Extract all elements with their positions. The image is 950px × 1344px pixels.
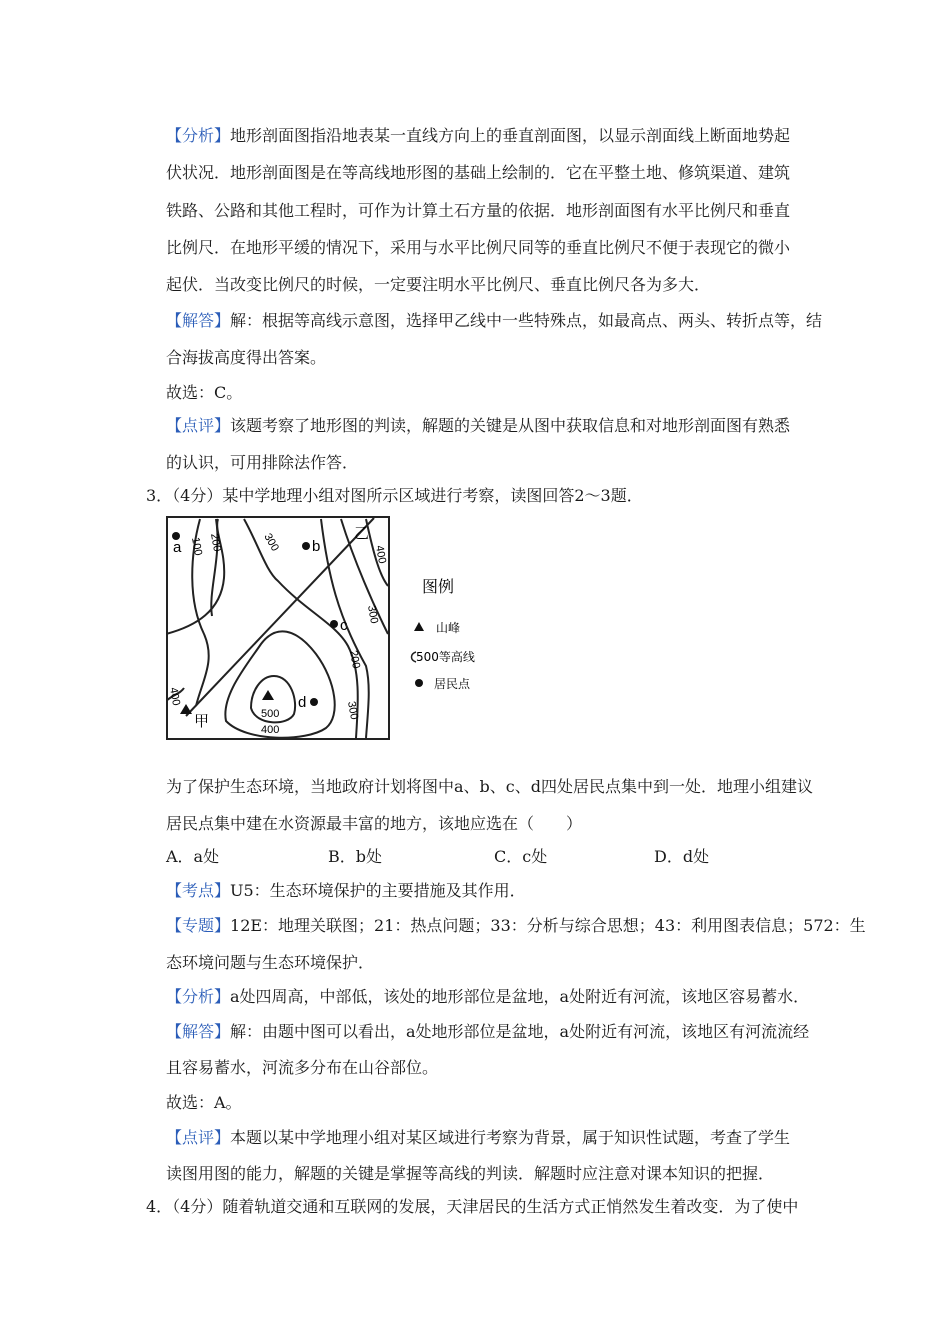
zhuanti-tag: 【专题】 — [166, 916, 231, 935]
contour-label-400a: 400 — [373, 544, 389, 565]
dianping-line-2: 读图用图的能力，解题的关键是掌握等高线的判读．解题时应注意对课本知识的把握． — [166, 1164, 775, 1183]
comment-tag: 【点评】 — [166, 416, 231, 435]
question-3-stem-1: 为了保护生态环境，当地政府计划将图中a、b、c、d四处居民点集中到一处．地理小组建议 — [166, 777, 813, 796]
option-a[interactable]: A．a处 — [166, 847, 220, 866]
contour-label-300c: 300 — [345, 700, 361, 721]
kaodian-tag: 【考点】 — [166, 881, 231, 900]
question-3-header: 3．（4分）某中学地理小组对图所示区域进行考察，读图回答2～3题． — [146, 486, 643, 505]
contour-label-200b: 200 — [347, 649, 363, 670]
dianping-line-1: 【点评】本题以某中学地理小组对某区域进行考察为背景，属于知识性试题，考查了学生 — [166, 1128, 791, 1147]
option-c[interactable]: C．c处 — [494, 847, 548, 866]
analysis-line-1: 【分析】地形剖面图指沿地表某一直线方向上的垂直剖面图，以显示剖面线上断面地势起 — [166, 126, 791, 145]
analysis-line-2: 伏状况．地形剖面图是在等高线地形图的基础上绘制的．它在平整土地、修筑渠道、建筑 — [166, 163, 791, 182]
legend-peak: 山峰 — [436, 621, 461, 635]
analysis-line-3: 铁路、公路和其他工程时，可作为计算土石方量的依据．地形剖面图有水平比例尺和垂直 — [166, 201, 791, 220]
option-b[interactable]: B．b处 — [328, 847, 383, 866]
legend-residence: 居民点 — [434, 677, 471, 691]
kaodian-line: 【考点】U5：生态环境保护的主要措施及其作用． — [166, 881, 526, 900]
zhuanti-line-1: 【专题】12E：地理关联图；21：热点问题；33：分析与综合思想；43：利用图表信息；572：生 — [166, 916, 866, 935]
contour-label-100: 100 — [189, 536, 205, 557]
analysis-line-4: 比例尺．在地形平缓的情况下，采用与水平比例尺同等的垂直比例尺不便于表现它的微小 — [166, 238, 791, 257]
point-d: d — [298, 694, 307, 711]
comment-line-2: 的认识，可用排除法作答． — [166, 453, 359, 472]
jieda-tag: 【解答】 — [166, 1022, 231, 1041]
dianping-tag: 【点评】 — [166, 1128, 231, 1147]
label-yi: 乙 — [354, 524, 370, 542]
question-3-stem-2: 居民点集中建在水资源最丰富的地方，该地应选在（ ） — [166, 814, 583, 833]
answer-choice-line: 故选：A。 — [166, 1093, 242, 1112]
zhuanti-line-2: 态环境问题与生态环境保护． — [166, 953, 375, 972]
answer-tag: 【解答】 — [166, 311, 231, 330]
answer-line-1: 【解答】解：根据等高线示意图，选择甲乙线中一些特殊点，如最高点、两头、转折点等，结 — [166, 311, 823, 330]
analysis-line-5: 起伏．当改变比例尺的时候，一定要注明水平比例尺、垂直比例尺各为多大． — [166, 275, 711, 294]
contour-label-400b: 400 — [167, 686, 183, 707]
contour-map — [166, 516, 496, 748]
choice-line: 故选：C。 — [166, 383, 243, 402]
contour-label-300a: 300 — [261, 531, 281, 554]
answer-line-2: 合海拔高度得出答案。 — [166, 348, 327, 367]
contour-label-500: 500 — [261, 708, 280, 720]
jieda-line-1: 【解答】解：由题中图可以看出，a处地形部位是盆地，a处附近有河流，该地区有河流流经 — [166, 1022, 810, 1041]
analysis-tag: 【分析】 — [166, 126, 231, 145]
contour-label-200a: 200 — [208, 532, 224, 553]
fenxi-line: 【分析】a处四周高，中部低，该处的地形部位是盆地，a处附近有河流，该地区容易蓄水． — [166, 987, 810, 1006]
comment-line-1: 【点评】该题考察了地形图的判读，解题的关键是从图中获取信息和对地形剖面图有熟悉 — [166, 416, 791, 435]
jieda-line-2: 且容易蓄水，河流多分布在山谷部位。 — [166, 1058, 439, 1077]
label-jia: 甲 — [194, 712, 210, 730]
contour-label-300b: 300 — [365, 604, 381, 625]
fenxi-tag: 【分析】 — [166, 987, 231, 1006]
legend-contour: 500等高线 — [416, 650, 475, 664]
point-c: c — [340, 617, 348, 634]
point-b: b — [312, 538, 321, 555]
legend-title: 图例 — [422, 577, 455, 596]
contour-label-400c: 400 — [261, 724, 280, 736]
question-4-header: 4．（4分）随着轨道交通和互联网的发展，天津居民的生活方式正悄然发生着改变．为了使中 — [146, 1197, 799, 1216]
option-d[interactable]: D．d处 — [654, 847, 710, 866]
point-a: a — [173, 539, 182, 556]
